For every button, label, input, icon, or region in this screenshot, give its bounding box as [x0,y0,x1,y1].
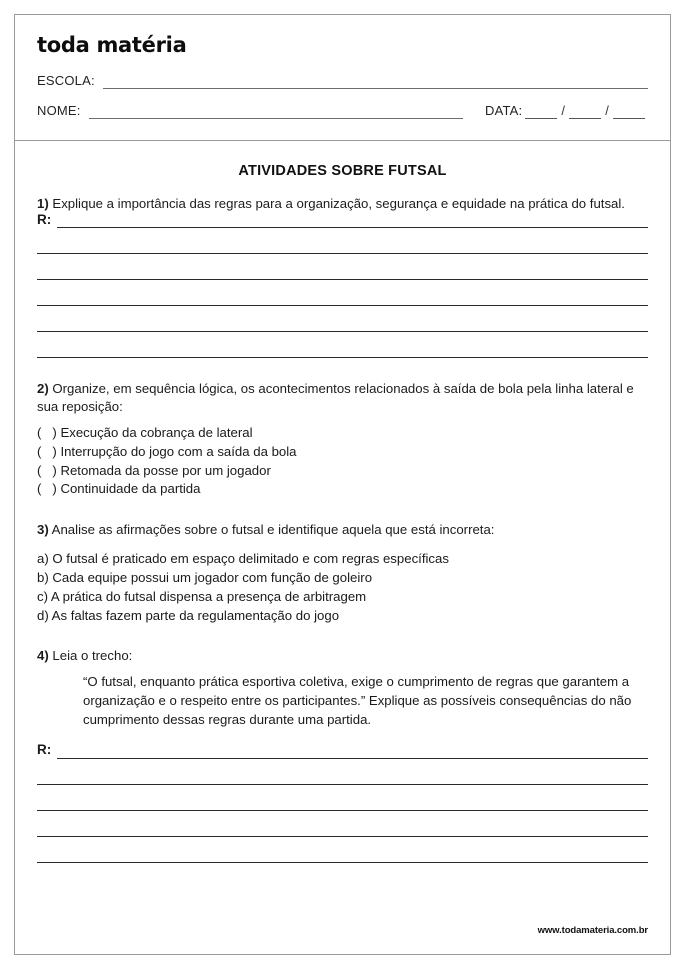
question-1-answer-header [37,213,648,229]
question-1-answer-line-3[interactable] [37,254,648,280]
question-1-answer-line-5[interactable] [37,306,648,332]
question-4-answer-line-1[interactable] [57,745,648,759]
question-2-number: 2) [37,381,49,397]
question-1-answer-line-2[interactable] [37,228,648,254]
school-label: ESCOLA: [37,73,95,88]
footer-url[interactable]: www.todamateria.com.br [537,925,648,936]
question-4-answer-line-4[interactable] [37,811,648,837]
school-input-line[interactable] [103,76,648,89]
question-4-answer-header [37,743,648,759]
question-1 [37,195,648,213]
date-separator-1: / [561,103,566,118]
worksheet-page [14,14,671,955]
spacer-q4-answer [37,729,648,743]
page-title: ATIVIDADES SOBRE FUTSAL [238,163,447,179]
spacer-q3-q4 [37,625,648,647]
question-2-text: Organize, em sequência lógica, os acontecimentos relacionados à saída de bola pela linha lateral e sua reposição: [37,381,634,414]
date-field-group [485,103,648,119]
question-1-answer-lines [37,228,648,358]
date-day-blank[interactable] [525,106,557,119]
question-2 [37,380,648,415]
name-label: NOME: [37,103,81,118]
question-4-answer-lines [37,759,648,863]
worksheet-content [15,141,670,863]
date-separator-2: / [605,103,609,118]
school-field-row [37,73,648,89]
name-input-line[interactable] [89,106,463,119]
question-3-alternative-d[interactable]: d) As faltas fazem parte da regulamentação do jogo [37,607,340,623]
question-1-answer-label: R: [37,211,52,227]
question-2-option-4[interactable]: ( ) Continuidade da partida [37,481,201,497]
question-3-number: 3) [37,522,49,538]
spacer-q1-q2 [37,358,648,380]
question-3-alternative-a[interactable]: a) O futsal é praticado em espaço delimitado e com regras específicas [37,550,449,566]
worksheet-header [15,15,670,141]
question-4-answer-line-3[interactable] [37,785,648,811]
question-1-answer-line-1[interactable] [57,214,648,228]
question-4-quote: “O futsal, enquanto prática esportiva coletiva, exige o cumprimento de regras que garantem a organização e o respeito entre os participantes.” Explique as possíveis consequências do não cumprimento dessas regras durante uma partida. [83,674,632,727]
question-3-alternative-c[interactable]: c) A prática do futsal dispensa a presença de arbitragem [37,588,367,604]
name-date-field-row [37,103,648,119]
question-1-answer-line-6[interactable] [37,332,648,358]
question-3-alternatives [37,549,648,625]
date-month-blank[interactable] [569,106,601,119]
question-2-option-3[interactable]: ( ) Retomada da posse por um jogador [37,462,271,478]
question-3 [37,521,648,539]
date-label: DATA: [485,103,523,118]
question-1-number: 1) [37,196,49,211]
question-2-option-1[interactable]: ( ) Execução da cobrança de lateral [37,425,253,441]
question-4-answer-line-5[interactable] [37,837,648,863]
brand-logo: toda matéria [37,33,187,57]
question-4-answer-label: R: [37,742,52,758]
question-4-text: Leia o trecho: [52,647,133,663]
spacer-q2-q3 [37,499,648,521]
question-1-answer-line-4[interactable] [37,280,648,306]
question-1-text: Explique a importância das regras para a organização, segurança e equidade na prática do futsal. [52,196,625,211]
date-year-blank[interactable] [613,106,645,119]
question-2-options [37,424,648,499]
question-4 [37,647,648,665]
question-3-text: Analise as afirmações sobre o futsal e identifique aquela que está incorreta: [51,522,495,538]
question-4-number: 4) [37,647,49,663]
question-2-option-2[interactable]: ( ) Interrupção do jogo com a saída da bola [37,443,297,459]
question-3-alternative-b[interactable]: b) Cada equipe possui um jogador com função de goleiro [37,569,373,585]
question-4-answer-line-2[interactable] [37,759,648,785]
